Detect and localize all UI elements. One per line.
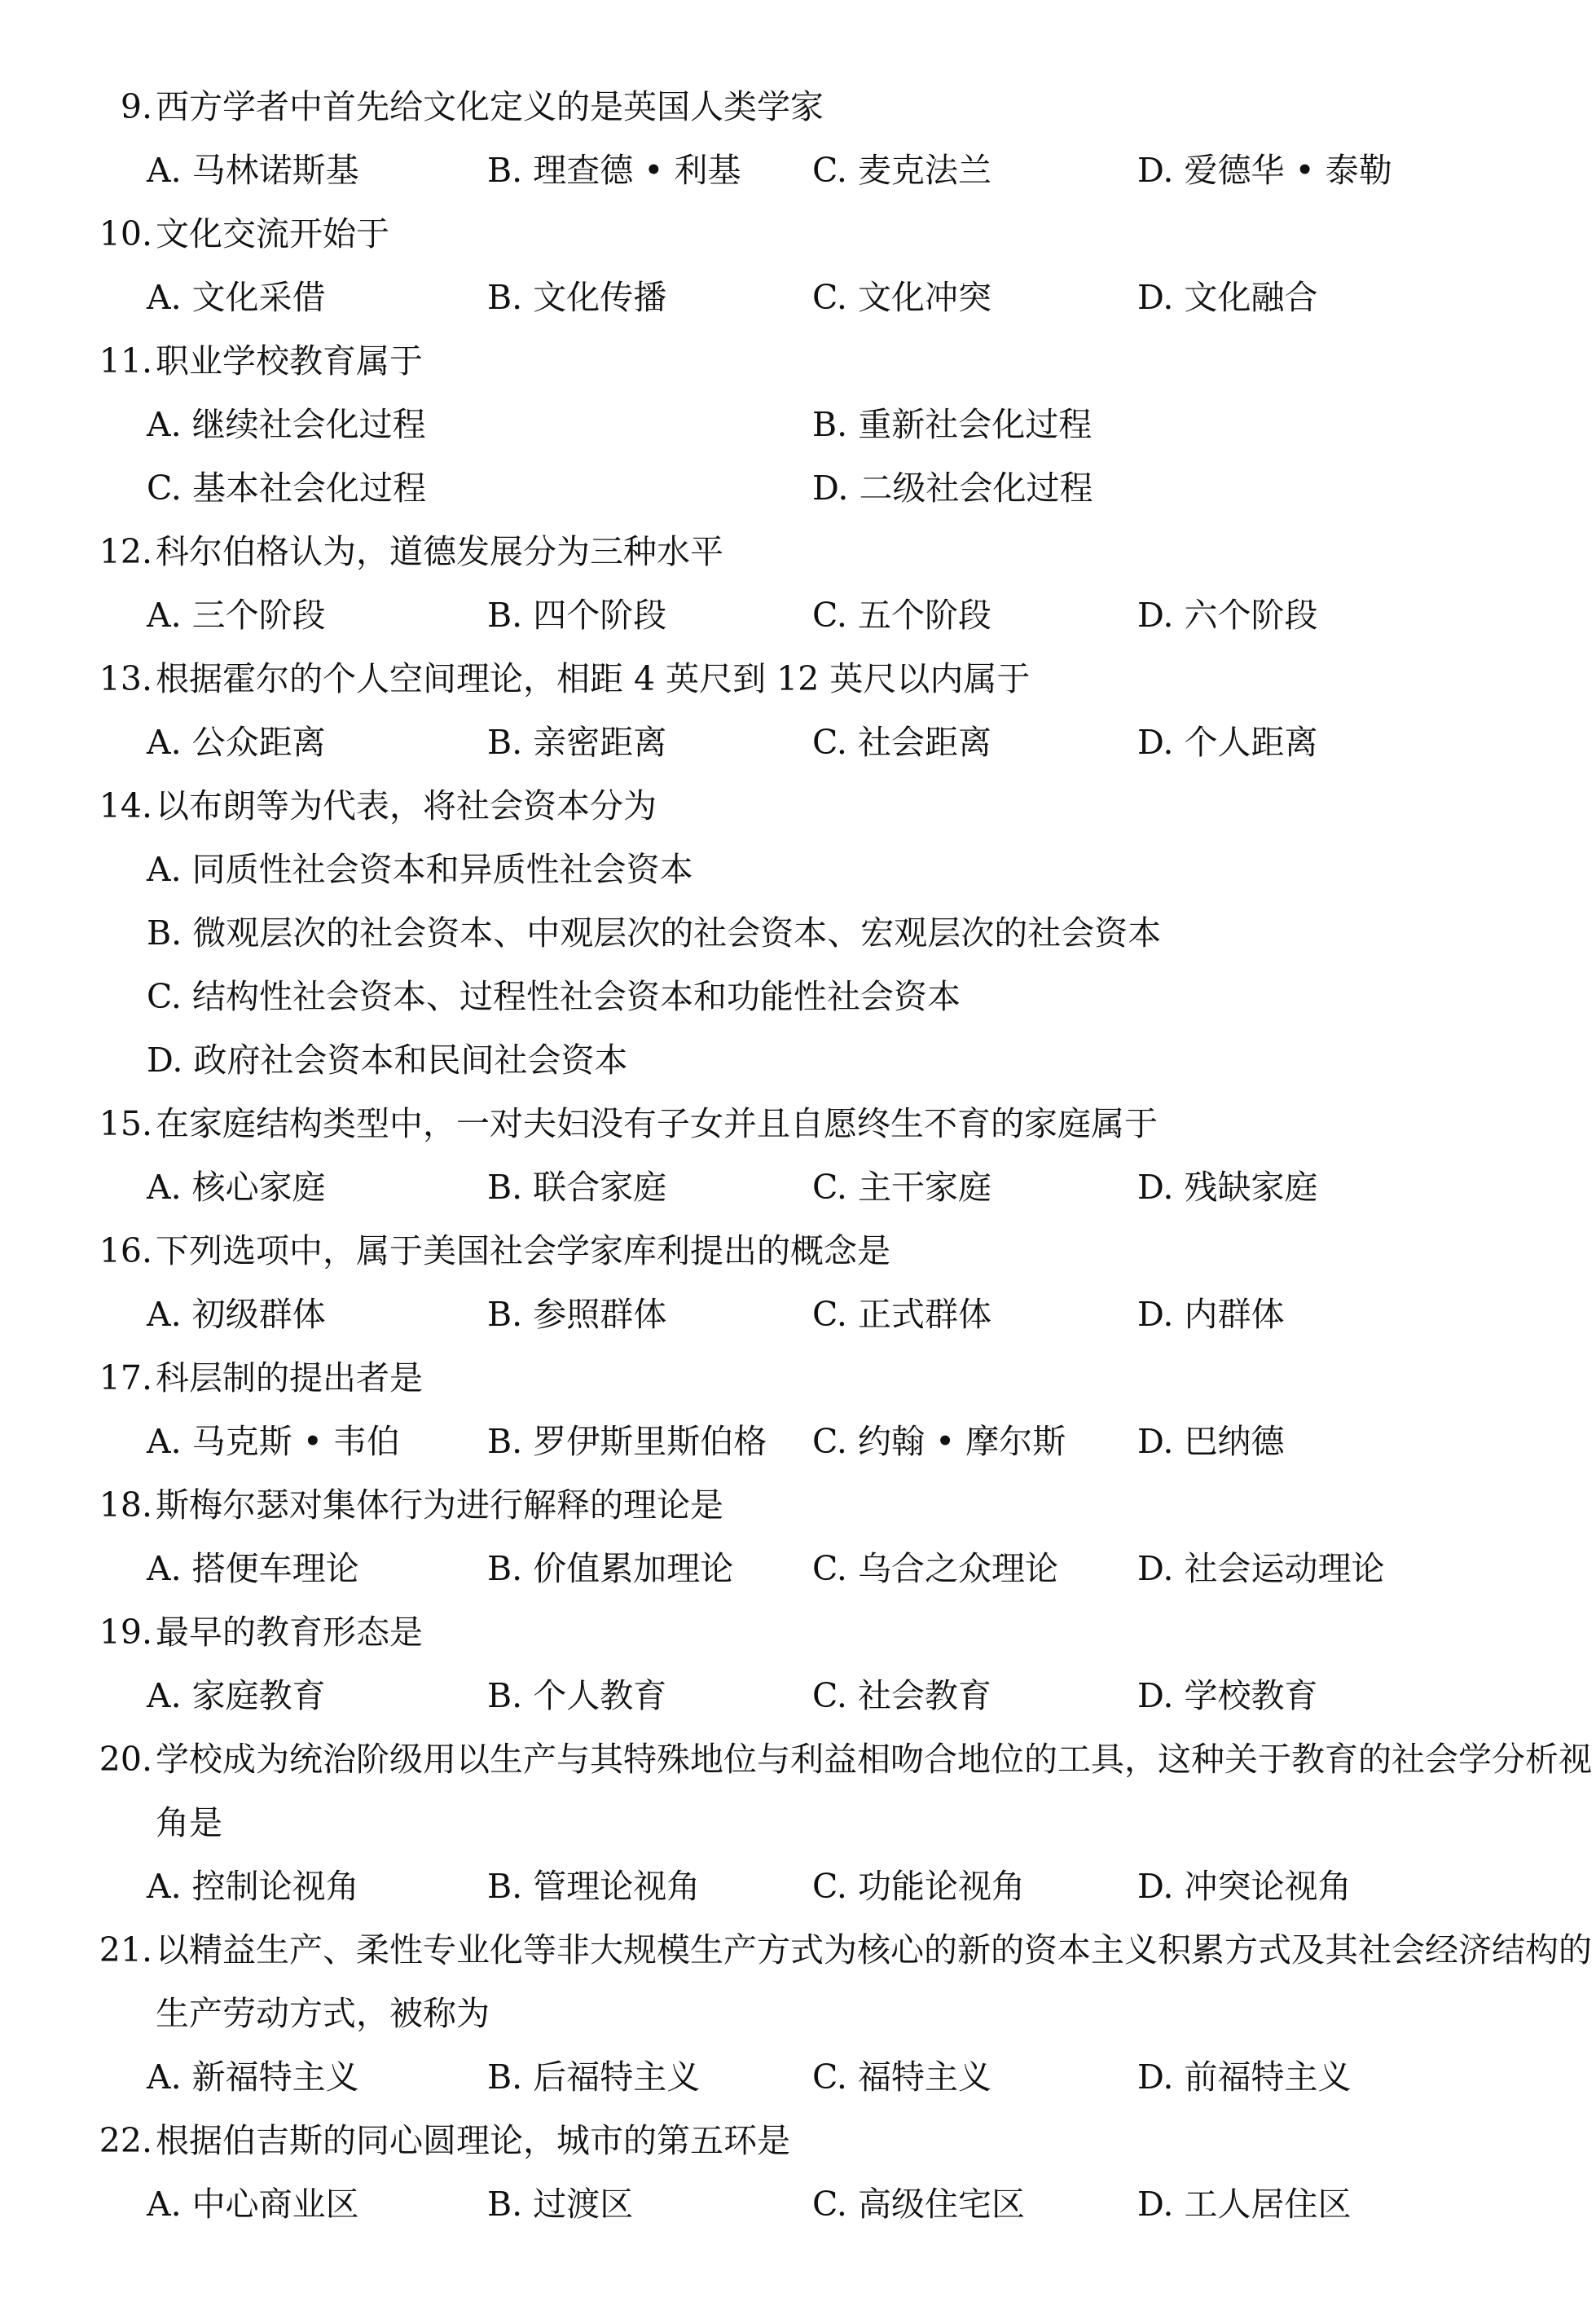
- option-d: D. 内群体: [1137, 1295, 1285, 1334]
- option-a: A. 核心家庭: [147, 1168, 326, 1207]
- option-b: B. 四个阶段: [487, 596, 667, 635]
- option-c: C. 乌合之众理论: [812, 1549, 1058, 1588]
- option-c: C. 功能论视角: [812, 1867, 1025, 1906]
- option-d: D. 个人距离: [1137, 723, 1318, 762]
- option-a: A. 控制论视角: [147, 1867, 359, 1906]
- question-text: 在家庭结构类型中，一对夫妇没有子女并且自愿终生不育的家庭属于: [156, 1104, 1158, 1143]
- question-stem: [86, 1219, 1536, 1283]
- question-stem: [86, 329, 1536, 393]
- option-b: B. 后福特主义: [487, 2057, 701, 2097]
- question-text: 下列选项中，属于美国社会学家库利提出的概念是: [156, 1231, 890, 1270]
- option-a: A. 搭便车理论: [147, 1549, 359, 1588]
- option-c: C. 基本社会化过程: [147, 469, 426, 508]
- question-number: 18.: [99, 1485, 152, 1525]
- option-c: C. 社会教育: [812, 1676, 991, 1715]
- question-number: 15.: [99, 1104, 152, 1143]
- question-text: 以布朗等为代表，将社会资本分为: [156, 786, 657, 825]
- option-b: B. 理查德 • 利基: [487, 151, 741, 190]
- option-c: C. 福特主义: [812, 2057, 991, 2097]
- question-stem: [86, 1727, 1596, 1855]
- question-number: 21.: [99, 1930, 152, 1969]
- option-b: B. 亲密距离: [487, 723, 667, 762]
- question-text: 根据伯吉斯的同心圆理论，城市的第五环是: [156, 2121, 790, 2160]
- question-number: 17.: [99, 1358, 152, 1397]
- option-a: A. 中心商业区: [147, 2185, 359, 2224]
- option-d: D. 政府社会资本和民间社会资本: [147, 1041, 628, 1080]
- option-b: B. 文化传播: [487, 278, 667, 317]
- question-number: 16.: [99, 1231, 152, 1270]
- question-text: 斯梅尔瑟对集体行为进行解释的理论是: [156, 1485, 723, 1525]
- option-c: C. 五个阶段: [812, 596, 991, 635]
- question-number: 14.: [99, 786, 152, 825]
- question-stem: [86, 1346, 1536, 1410]
- question-text: 科层制的提出者是: [156, 1358, 423, 1397]
- option-b: B. 管理论视角: [487, 1867, 701, 1906]
- option-c: C. 主干家庭: [812, 1168, 991, 1207]
- question-stem: [86, 520, 1536, 583]
- question-text: 根据霍尔的个人空间理论，相距 4 英尺到 12 英尺以内属于: [156, 659, 1031, 698]
- option-b: B. 过渡区: [487, 2185, 634, 2224]
- question-number: 12.: [99, 532, 152, 571]
- question-stem: [86, 774, 1536, 838]
- question-stem: [86, 1092, 1536, 1155]
- option-b: B. 罗伊斯里斯伯格: [487, 1422, 767, 1461]
- option-c: C. 正式群体: [812, 1295, 991, 1334]
- question-number: 19.: [99, 1613, 152, 1652]
- option-d: D. 工人居住区: [1137, 2185, 1352, 2224]
- option-b: B. 参照群体: [487, 1295, 667, 1334]
- question-text: 以精益生产、柔性专业化等非大规模生产方式为核心的新的资本主义积累方式及其社会经济结构的生产劳动方式，被称为: [156, 1930, 1592, 2033]
- option-c: C. 高级住宅区: [812, 2185, 1025, 2224]
- option-d: D. 六个阶段: [1137, 596, 1318, 635]
- option-a: A. 公众距离: [147, 723, 326, 762]
- question-number: 9.: [120, 87, 152, 126]
- question-stem: [86, 1918, 1596, 2045]
- question-stem: [86, 1473, 1536, 1537]
- option-a: A. 三个阶段: [147, 596, 326, 635]
- question-text: 科尔伯格认为，道德发展分为三种水平: [156, 532, 723, 571]
- question-text: 职业学校教育属于: [156, 341, 423, 381]
- option-d: D. 社会运动理论: [1137, 1549, 1385, 1588]
- option-a: A. 马林诺斯基: [147, 151, 359, 190]
- option-b: B. 重新社会化过程: [812, 405, 1093, 444]
- option-c: C. 结构性社会资本、过程性社会资本和功能性社会资本: [147, 977, 961, 1016]
- option-a: A. 初级群体: [147, 1295, 326, 1334]
- option-d: D. 爱德华 • 泰勒: [1137, 151, 1392, 190]
- option-d: D. 学校教育: [1137, 1676, 1318, 1715]
- option-b: B. 个人教育: [487, 1676, 667, 1715]
- question-stem: [86, 1600, 1536, 1664]
- option-a: A. 家庭教育: [147, 1676, 326, 1715]
- option-a: A. 马克斯 • 韦伯: [147, 1422, 400, 1461]
- option-d: D. 巴纳德: [1137, 1422, 1285, 1461]
- question-number: 22.: [99, 2121, 152, 2160]
- option-c: C. 约翰 • 摩尔斯: [812, 1422, 1066, 1461]
- question-text: 西方学者中首先给文化定义的是英国人类学家: [156, 87, 824, 126]
- question-text: 学校成为统治阶级用以生产与其特殊地位与利益相吻合地位的工具，这种关于教育的社会学分析视角是: [156, 1740, 1592, 1842]
- option-d: D. 二级社会化过程: [812, 469, 1093, 508]
- question-stem: [86, 202, 1536, 266]
- option-c: C. 文化冲突: [812, 278, 991, 317]
- question-text: 最早的教育形态是: [156, 1613, 423, 1652]
- option-b: B. 微观层次的社会资本、中观层次的社会资本、宏观层次的社会资本: [147, 913, 1162, 953]
- question-number: 20.: [99, 1740, 152, 1779]
- option-c: C. 麦克法兰: [812, 151, 991, 190]
- option-d: D. 冲突论视角: [1137, 1867, 1352, 1906]
- option-b: B. 联合家庭: [487, 1168, 667, 1207]
- option-a: A. 新福特主义: [147, 2057, 359, 2097]
- option-b: B. 价值累加理论: [487, 1549, 734, 1588]
- question-number: 13.: [99, 659, 152, 698]
- option-d: D. 残缺家庭: [1137, 1168, 1318, 1207]
- option-a: A. 同质性社会资本和异质性社会资本: [147, 850, 693, 889]
- question-stem: [86, 75, 1536, 139]
- question-text: 文化交流开始于: [156, 214, 389, 253]
- option-a: A. 文化采借: [147, 278, 326, 317]
- option-d: D. 文化融合: [1137, 278, 1318, 317]
- option-d: D. 前福特主义: [1137, 2057, 1352, 2097]
- question-number: 10.: [99, 214, 152, 253]
- question-number: 11.: [99, 341, 152, 381]
- option-c: C. 社会距离: [812, 723, 991, 762]
- option-a: A. 继续社会化过程: [147, 405, 426, 444]
- question-stem: [86, 647, 1536, 711]
- question-stem: [86, 2109, 1536, 2172]
